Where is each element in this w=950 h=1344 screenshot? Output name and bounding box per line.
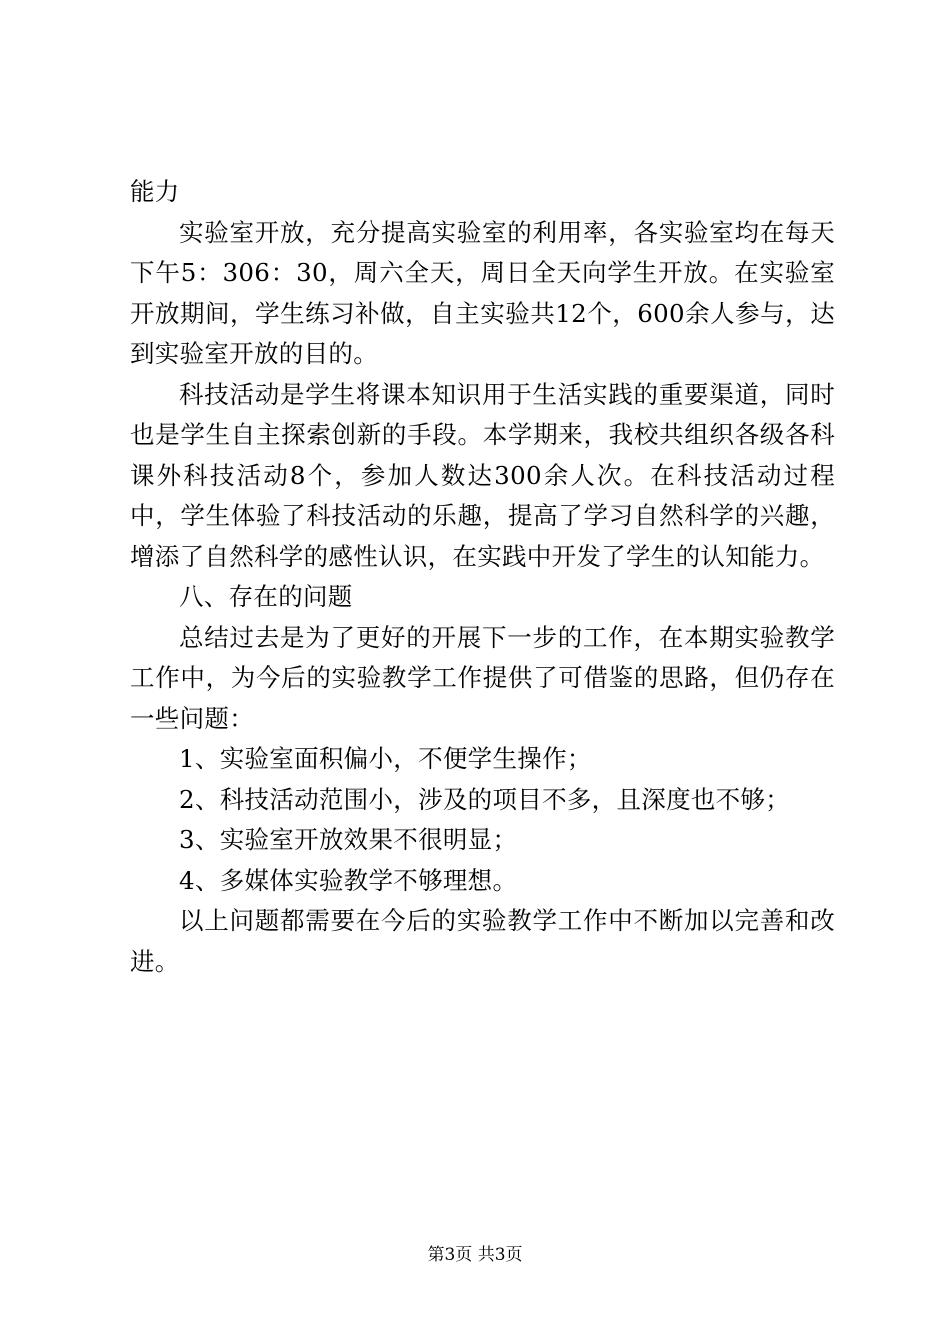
paragraph-summary: 总结过去是为了更好的开展下一步的工作，在本期实验教学工作中，为今后的实验教学工作提供了可借鉴的思路，但仍存在一些问题： [130, 622, 835, 733]
paragraph-continuation: 能力 [130, 177, 180, 206]
list-item-problem-3: 3、实验室开放效果不很明显； [179, 825, 518, 854]
document-body [130, 172, 835, 982]
list-item-problem-1: 1、实验室面积偏小，不便学生操作； [179, 744, 592, 773]
section-heading-problems: 八、存在的问题 [179, 582, 353, 611]
page-footer: 第3页 共3页 [427, 1245, 523, 1265]
paragraph-lab-opening: 实验室开放，充分提高实验室的利用率，各实验室均在每天下午5：306：30，周六全天，周日全天向学生开放。在实验室开放期间，学生练习补做，自主实验共12个，600余人参与，达到实验室开放的目的。 [130, 217, 835, 368]
paragraph-conclusion: 以上问题都需要在今后的实验教学工作中不断加以完善和改进。 [130, 906, 835, 976]
list-item-problem-2: 2、科技活动范围小，涉及的项目不多，且深度也不够； [179, 784, 791, 814]
paragraph-science-activities: 科技活动是学生将课本知识用于生活实践的重要渠道，同时也是学生自主探索创新的手段。本学期来，我校共组织各级各科课外科技活动8个，参加人数达300余人次。在科技活动过程中，学生体验了科技活动的乐趣，提高了学习自然科学的兴趣，增添了自然科学的感性认识，在实践中开发了学生的认知能力。 [130, 379, 835, 571]
list-item-problem-4: 4、多媒体实验教学不够理想。 [179, 865, 518, 895]
